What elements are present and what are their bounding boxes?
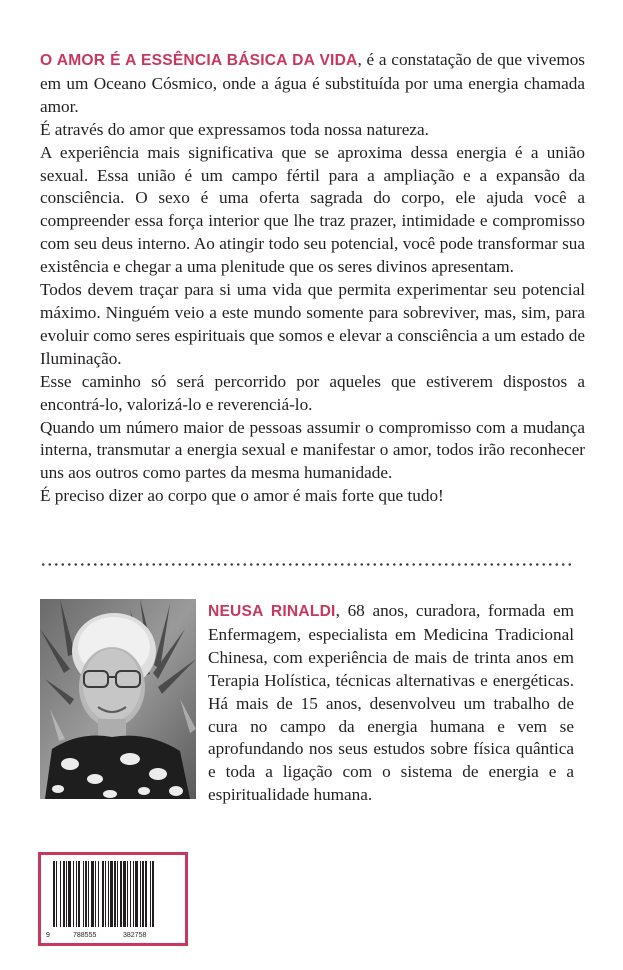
dotted-divider [40, 563, 573, 566]
barcode-bar [53, 861, 55, 927]
barcode-bar [83, 861, 84, 927]
barcode-bar [127, 861, 128, 927]
barcode-bar [78, 861, 80, 927]
author-name: NEUSA RINALDI [208, 603, 336, 620]
barcode-bar [76, 861, 77, 927]
barcode-bar [68, 861, 71, 927]
barcode-bar [145, 861, 147, 927]
barcode-lead-digit: 9 [46, 932, 50, 939]
back-cover-text [40, 49, 585, 508]
barcode-bar [117, 861, 118, 927]
barcode-left-digits: 788555 [73, 932, 97, 939]
author-photo [40, 599, 196, 799]
barcode-graphic [41, 855, 185, 943]
barcode-bar [114, 861, 116, 927]
barcode-bar [91, 861, 94, 927]
barcode-bar [150, 861, 151, 927]
paragraph: É preciso dizer ao corpo que o amor é mais forte que tudo! [40, 486, 444, 506]
barcode-bar [133, 861, 134, 927]
barcode-bar [63, 861, 65, 927]
barcode-bar [56, 861, 57, 927]
barcode-bar [135, 861, 138, 927]
barcode-right-digits: 382758 [123, 932, 147, 939]
barcode-bar [73, 861, 74, 927]
paragraph: Quando um número maior de pessoas assumir o compromisso com a mudança interna, transmutar a energia sexual e manifestar o amor, todos irão reconhecer uns aos outros como partes da mesma humanidade. [40, 417, 585, 483]
barcode-bar [95, 861, 96, 927]
barcode-bar [60, 861, 61, 927]
intro-heading: O AMOR É A ESSÊNCIA BÁSICA DA VIDA [40, 52, 358, 69]
intro-heading-tail: , é a constatação de que vivemos em um Oceano Cósmico, onde a água é substituída por uma energia chamada amor. [40, 50, 585, 116]
barcode-bar [130, 861, 131, 927]
barcode-bar [110, 861, 113, 927]
barcode-bar [108, 861, 109, 927]
barcode-bar [66, 861, 67, 927]
barcode-bar [98, 861, 99, 927]
barcode-bar [152, 861, 154, 927]
barcode-bar [105, 861, 106, 927]
barcode-bar [102, 861, 104, 927]
barcode-bar [85, 861, 87, 927]
barcode-bar [142, 861, 144, 927]
paragraph: Todos devem traçar para si uma vida que permita experimentar seu potencial máximo. Ninguém veio a este mundo somente para sobreviver, mas, sim, para evoluir como seres espirituais que somos e elevar a consciência a um estado de Iluminação. [40, 280, 585, 368]
barcode-bar [123, 861, 126, 927]
author-bio [208, 600, 574, 807]
paragraph: A experiência mais significativa que se aproxima dessa energia é a união sexual. Essa união é um campo fértil para a ampliação e a expansão da consciência. O sexo é uma oferta sagrada do corpo, ele ajuda você a compreender essa força interior que lhe traz prazer, intimidade e compromisso com seu deus interno. Ao atingir todo seu potencial, você pode transformar sua existência e chegar a uma plenitude que os seres divinos apresentam. [40, 142, 585, 277]
barcode [38, 852, 188, 946]
paragraph: Esse caminho só será percorrido por aqueles que estiverem dispostos a encontrá-lo, valorizá-lo e reverenciá-lo. [40, 371, 585, 414]
intro-paragraph [40, 49, 585, 119]
barcode-bar [120, 861, 122, 927]
paragraph: É através do amor que expressamos toda nossa natureza. [40, 119, 429, 139]
author-bio-text: , 68 anos, curadora, formada em Enfermagem, especialista em Medicina Tradicional Chinesa, com experiência de mais de trinta anos em Terapia Holística, técnicas alternativas e energéticas. Há mais de 15 anos, desenvolveu um trabalho de cura no campo da energia humana e vem se aprofundando nos seus estudos sobre física quântica e toda a ligação com o sistema de energia e a espiritualidade humana. [208, 601, 574, 805]
barcode-bar [140, 861, 141, 927]
barcode-bar [88, 861, 89, 927]
